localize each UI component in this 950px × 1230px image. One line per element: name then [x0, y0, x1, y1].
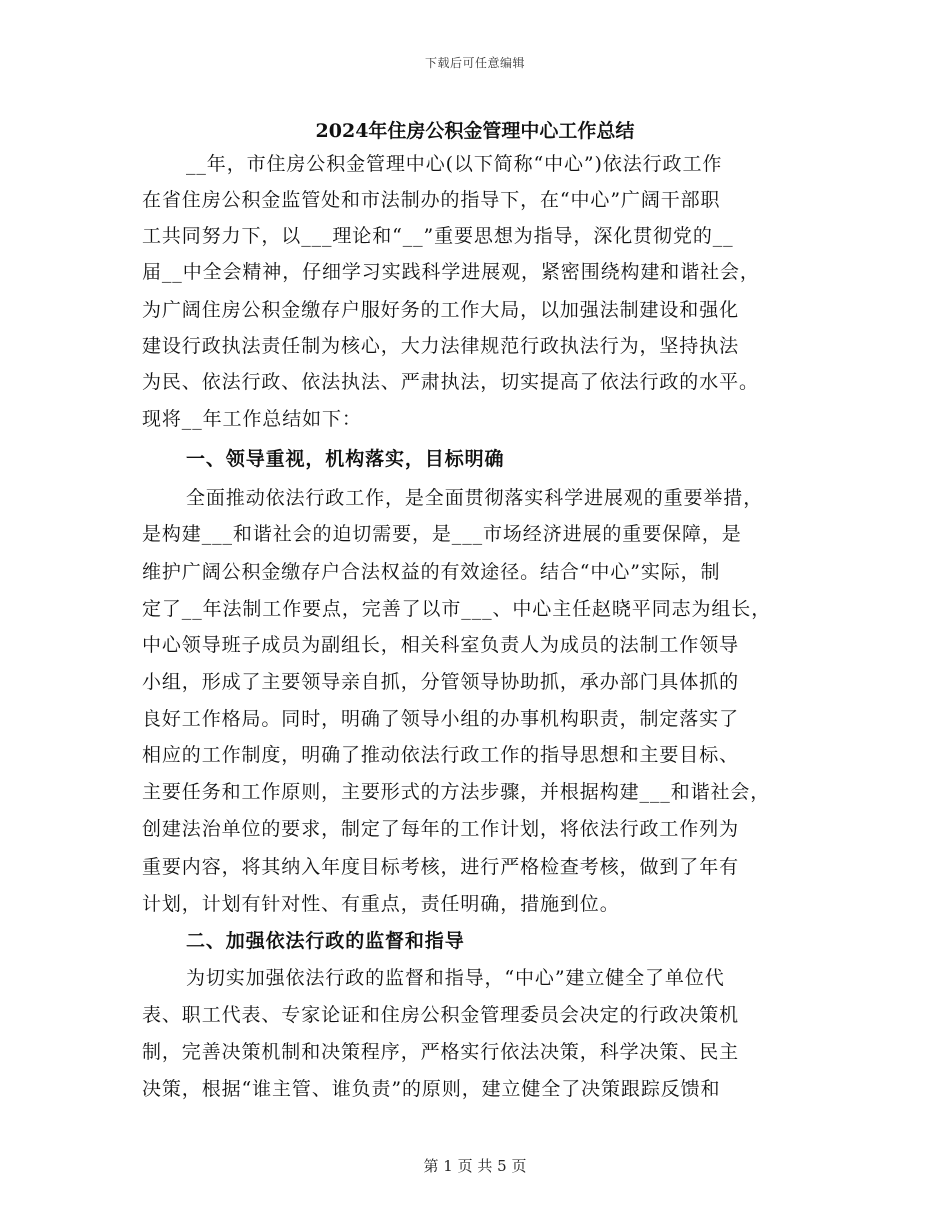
paragraph-line: 定了__年法制工作要点，完善了以市___、中心主任赵晓平同志为组长， [142, 598, 772, 620]
paragraph-line: 全面推动依法行政工作，是全面贯彻落实科学进展观的重要举措， [186, 487, 764, 509]
paragraph-line: 相应的工作制度，明确了推动依法行政工作的指导思想和主要目标、 [142, 744, 740, 766]
paragraph-line: 重要内容，将其纳入年度目标考核，进行严格检查考核，做到了年有 [142, 856, 740, 878]
paragraph-line: 小组，形成了主要领导亲自抓，分管领导协助抓，承办部门具体抓的 [142, 671, 740, 693]
section-heading: 一、领导重视，机构落实，目标明确 [186, 448, 505, 470]
paragraph-line: 中心领导班子成员为副组长，相关科室负责人为成员的法制工作领导 [142, 634, 740, 656]
paragraph-line: 建设行政执法责任制为核心，大力法律规范行政执法行为，坚持执法 [142, 335, 740, 357]
paragraph-line: 为广阔住房公积金缴存户服好务的工作大局，以加强法制建设和强化 [142, 299, 740, 321]
paragraph-line: 现将__年工作总结如下： [142, 408, 362, 430]
paragraph-line: 为民、依法行政、依法执法、严肃执法，切实提高了依法行政的水平。 [142, 371, 759, 393]
paragraph-line: 决策，根据“谁主管、谁负责”的原则，建立健全了决策跟踪反馈和 [142, 1078, 721, 1100]
paragraph-line: 维护广阔公积金缴存户合法权益的有效途径。结合“中心”实际，制 [142, 561, 721, 583]
paragraph-line: __年，市住房公积金管理中心(以下简称“中心”)依法行政工作 [186, 153, 723, 175]
paragraph-line: 良好工作格局。同时，明确了领导小组的办事机构职责，制定落实了 [142, 708, 740, 730]
page-footer: 第 1 页 共 5 页 [423, 1157, 527, 1175]
paragraph-line: 计划，计划有针对性、有重点，责任明确，措施到位。 [142, 893, 620, 915]
paragraph-line: 届__中全会精神，仔细学习实践科学进展观，紧密围绕构建和谐社会， [142, 261, 760, 283]
header-note: 下载后可任意编辑 [424, 56, 525, 70]
paragraph-line: 创建法治单位的要求，制定了每年的工作计划，将依法行政工作列为 [142, 818, 740, 840]
paragraph-line: 工共同努力下，以___理论和“__”重要思想为指导，深化贯彻党的__ [142, 225, 734, 247]
paragraph-line: 制，完善决策机制和决策程序，严格实行依法决策，科学决策、民主 [142, 1041, 740, 1063]
section-heading: 二、加强依法行政的监督和指导 [186, 930, 465, 952]
paragraph-line: 是构建___和谐社会的迫切需要，是___市场经济进展的重要保障，是 [142, 523, 742, 545]
document-title: 2024年住房公积金管理中心工作总结 [315, 120, 635, 142]
paragraph-line: 表、职工代表、专家论证和住房公积金管理委员会决定的行政决策机 [142, 1004, 740, 1026]
paragraph-line: 为切实加强依法行政的监督和指导，“中心”建立健全了单位代 [186, 967, 725, 989]
paragraph-line: 在省住房公积金监管处和市法制办的指导下，在“中心”广阔干部职 [142, 189, 721, 211]
paragraph-line: 主要任务和工作原则，主要形式的方法步骤，并根据构建___和谐社会， [142, 781, 771, 803]
